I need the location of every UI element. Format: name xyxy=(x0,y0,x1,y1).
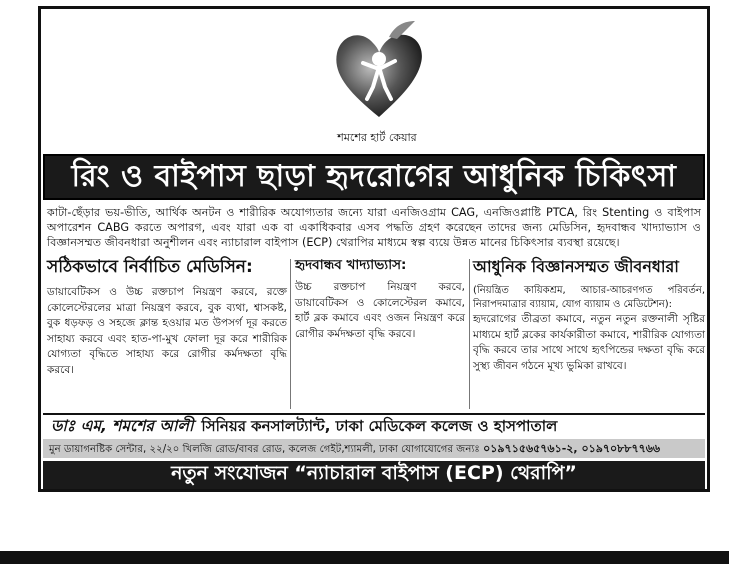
medicine-section xyxy=(47,254,287,378)
address-bar xyxy=(43,439,705,458)
lifestyle-section xyxy=(473,254,705,374)
footer-text: নতুন সংযোজন “ন্যাচারাল বাইপাস (ECP) থেরাপি” xyxy=(171,462,577,484)
logo-caption: শমশের হার্ট কেয়ার xyxy=(337,131,417,144)
lifestyle-body: হৃদরোগের তীব্রতা কমাবে, নতুন নতুন রক্তনালী সৃষ্টির মাধ্যমে হার্ট ব্লকের কার্যকারীতা কমাবে, শারীরিক যোগ্যতা বৃদ্ধি করবে তার সাথে সাথে হৃৎপিন্ডের দক্ষতা বৃদ্ধি করে সুস্থ্য জীবন গঠনে মূখ্য ভুমিকা রাখবে। xyxy=(473,313,705,372)
headline-banner xyxy=(43,154,705,200)
doctor-name: ডাঃ এম, শমশের আলী xyxy=(51,417,194,435)
doctor-info xyxy=(43,413,705,439)
address-text: মুন ডায়াগনষ্টিক সেন্টার, ২২/২০ খিলজি রোড/বাবর রোড, কলেজ গেইট,শ্যামলী, ঢাকা যোগাযোগের জন্যঃ xyxy=(49,444,480,455)
heart-with-person-icon xyxy=(329,19,429,123)
medicine-body: ডায়াবেটিকস ও উচ্চ রক্তচাপ নিয়ন্ত্রণ করবে, রক্তে কোলেস্টেরলের মাত্রা নিয়ন্ত্রণ করবে, বুক ব্যথা, শ্বাসকষ্ট, বুক ধড়ফড় ও সহজে ক্লান্ত হওয়ার মত উপসর্গ দূর করতে সাহায্য করবে এবং হাত-পা-মুখ ফোলা দূর করে শারীরিক যোগ্যতা বৃদ্ধিতে সাহায্য করে রোগীর কর্মদক্ষতা বৃদ্ধি করবে। xyxy=(47,286,287,376)
bottom-divider xyxy=(0,551,729,564)
diet-section xyxy=(295,254,465,342)
phone-numbers: ০১৯৭১৫৬৫৭৬১-২, ০১৯৭০৮৮৭৭৬৬ xyxy=(483,442,661,455)
intro-paragraph: কাটা-ছেঁড়ার ভয়-ভীতি, আর্থিক অনটন ও শারীরিক অযোগ্যতার জন্যে যারা এনজিওগ্রাম CAG, এনজিওপ্লাষ্টি PTCA, রিং Stenting ও বাইপাস অপারেশন CABG করতে অপারগ, এবং যারা এক বা একাধিকবার এসব পদ্ধতি গ্রহণ করেছেন তাদের জন্য মেডিসিন, হৃদবান্ধব খাদ্যাভ্যাস ও বিজ্ঞানসম্মত জীবনধারা অনুশীলন এবং ন্যাচারাল বাইপাস (ECP) থেরাপির মাধ্যমে স্বল্প ব্যয়ে উন্নত মানের চিকিৎসার ব্যবস্থা রয়েছে। xyxy=(47,206,701,249)
column-divider xyxy=(469,259,470,409)
column-divider xyxy=(290,259,291,409)
doctor-title: সিনিয়র কনসালট্যান্ট, ঢাকা মেডিকেল কলেজ ও হাসপাতাল xyxy=(201,416,558,435)
advertisement xyxy=(38,6,710,492)
diet-heading: হৃদবান্ধব খাদ্যাভ্যাস: xyxy=(295,257,407,273)
lifestyle-heading: আধুনিক বিজ্ঞানসম্মত জীবনধারা xyxy=(473,257,679,276)
medicine-heading: সঠিকভাবে নির্বাচিত মেডিসিন: xyxy=(47,257,253,277)
lifestyle-subheading: (নিয়ন্ত্রিত কায়িকশ্রম, আচার-আচরণগত পরিবর্তন, নিরাপদমাত্রার ব্যায়াম, যোগ ব্যায়াম ও মেডিটেশন): xyxy=(473,285,705,310)
headline-title: রিং ও বাইপাস ছাড়া হৃদরোগের আধুনিক চিকিৎসা xyxy=(71,158,677,194)
diet-body: উচ্চ রক্তচাপ নিয়ন্ত্রণ করবে, ডায়াবেটিকস ও কোলেস্টেরল কমাবে, হার্ট ব্লক কমাবে এবং ওজন নিয়ন্ত্রণ করে রোগীর কর্মদক্ষতা বৃদ্ধি করবে। xyxy=(295,281,465,340)
footer-banner xyxy=(43,461,705,489)
